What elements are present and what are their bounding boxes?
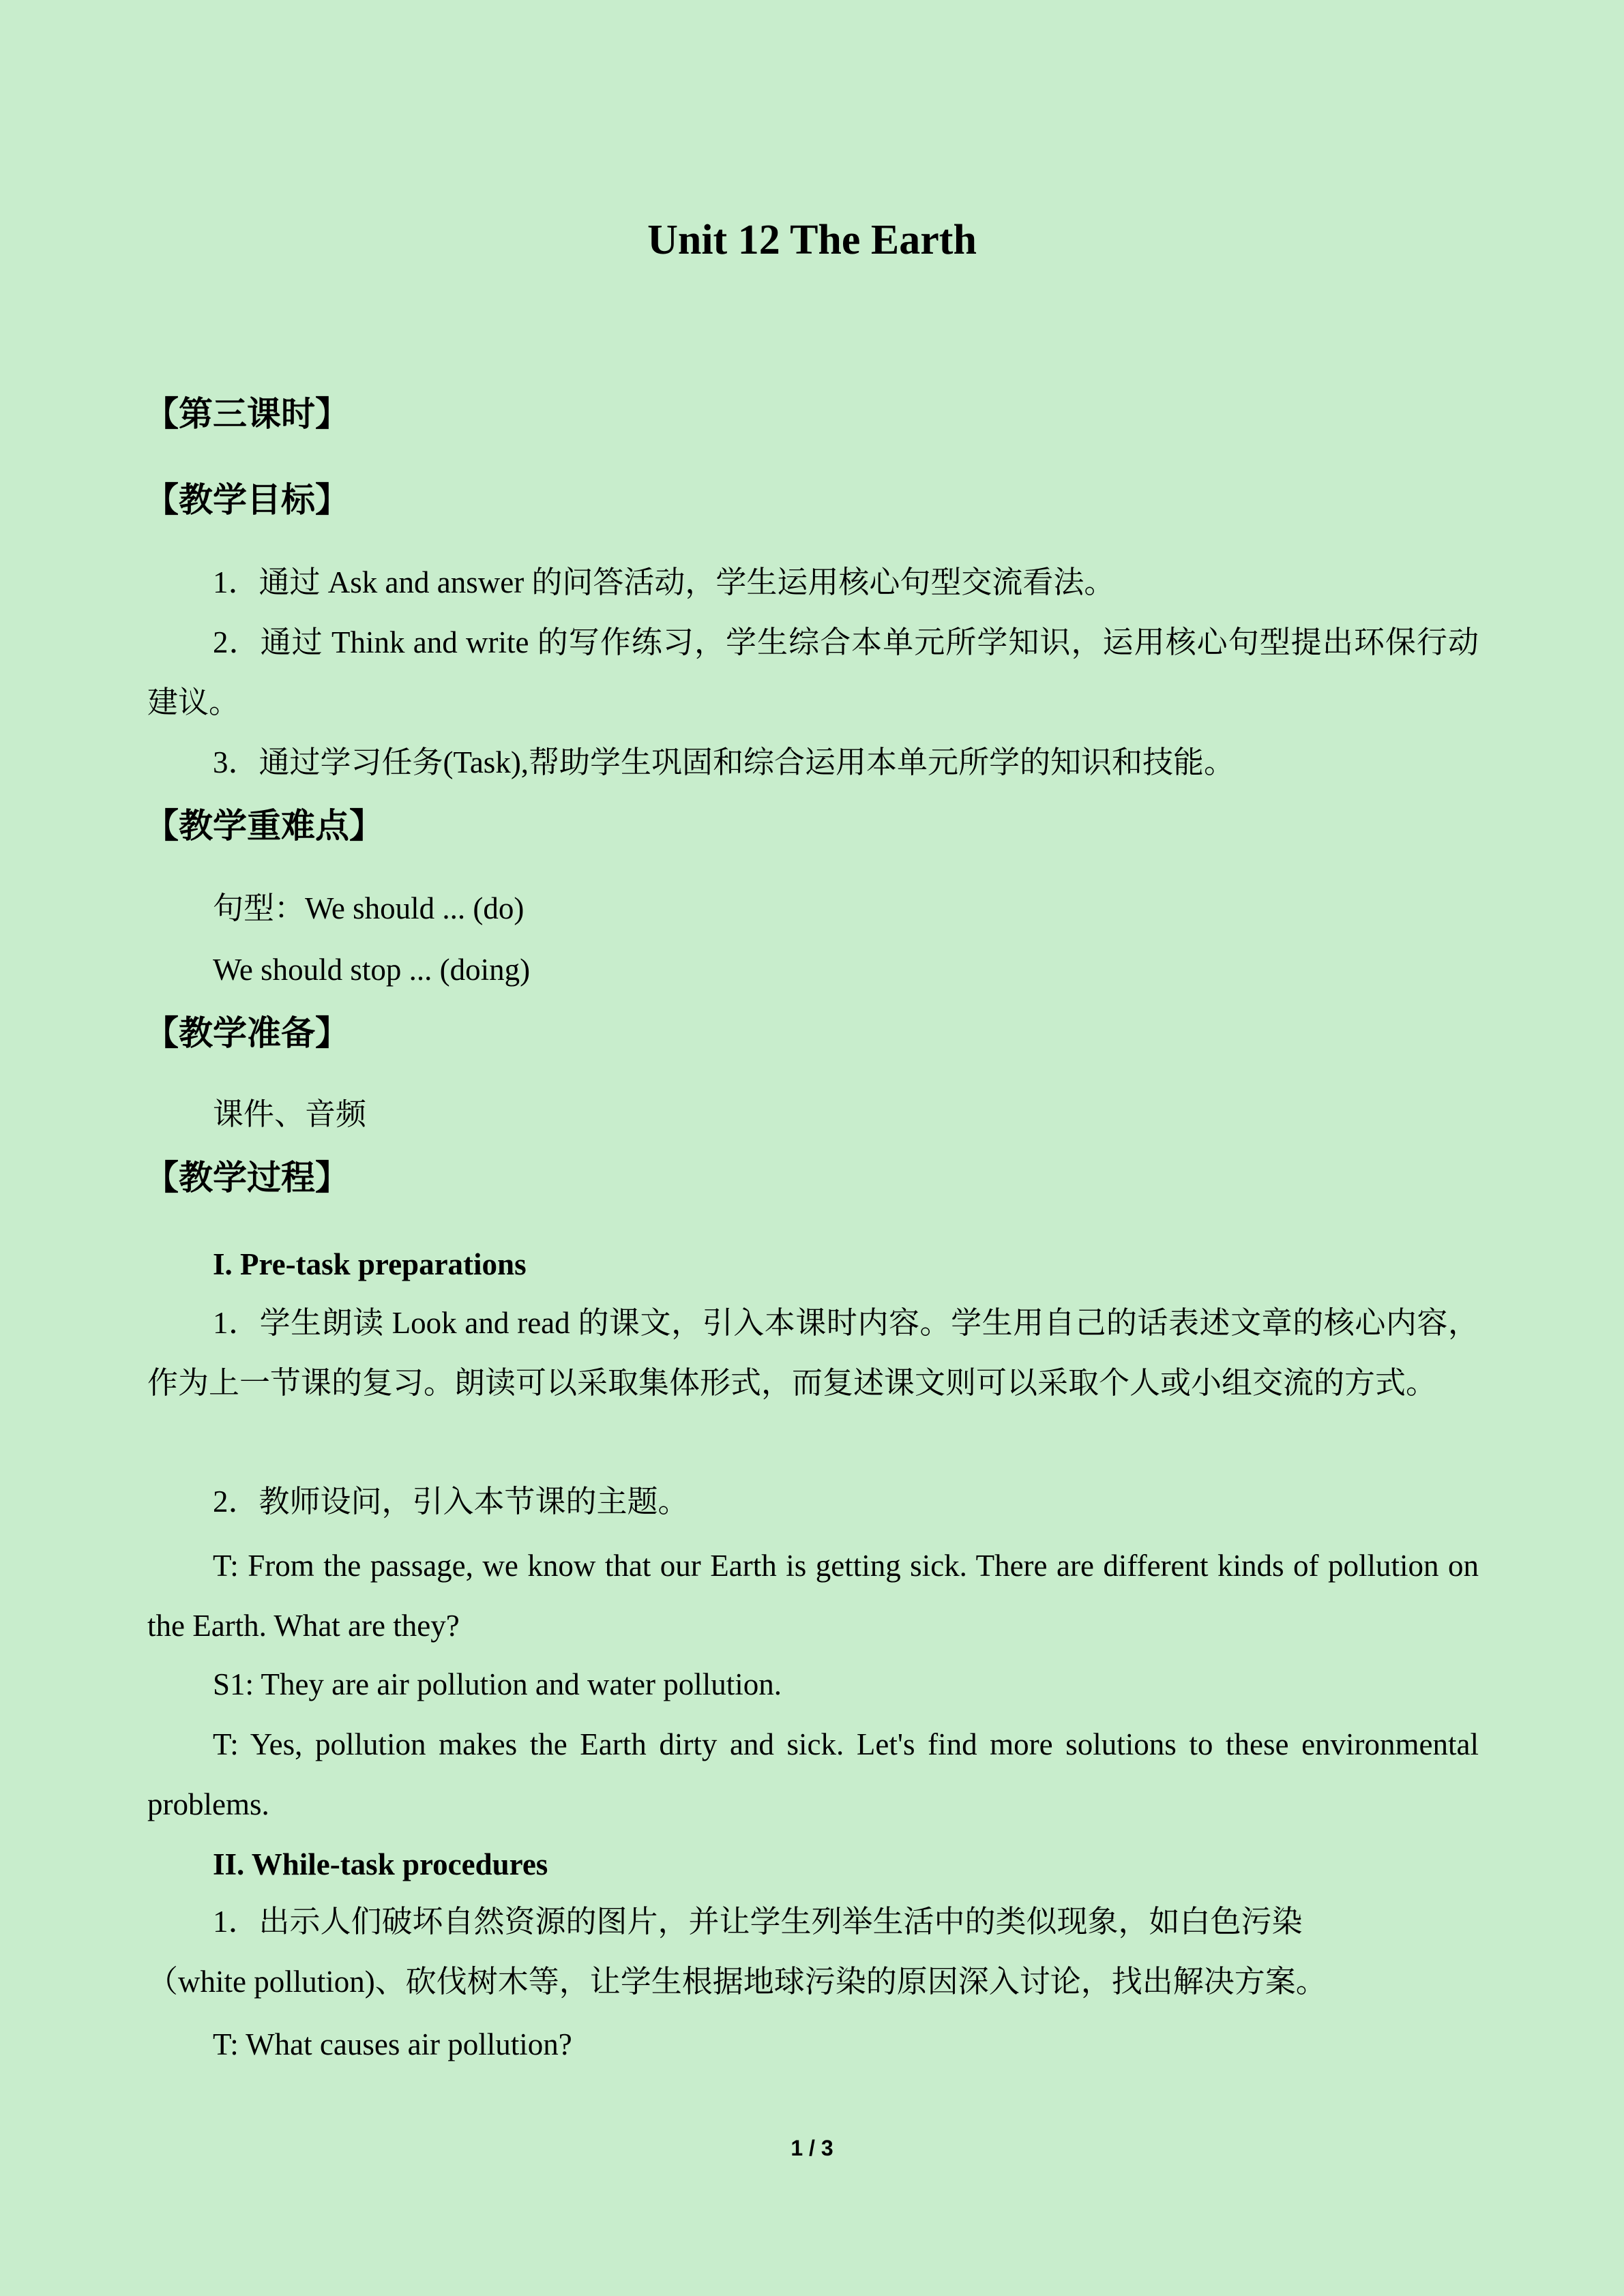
objective-item-1: 1．通过 Ask and answer 的问答活动，学生运用核心句型交流看法。 [213, 565, 1115, 599]
objective-item-3: 3．通过学习任务(Task),帮助学生巩固和综合运用本单元所学的知识和技能。 [213, 745, 1235, 779]
while-task-heading: II. While-task procedures [213, 1847, 548, 1881]
objective-item-2: 2．通过 Think and write 的写作练习，学生综合本单元所学知识，运用核心句型提出环保行动建议。 [147, 625, 1479, 719]
document-title: Unit 12 The Earth [647, 217, 977, 263]
pre-task-step-1: 1．学生朗读 Look and read 的课文，引入本课时内容。学生用自己的话表述文章的核心内容，作为上一节课的复习。朗读可以采取集体形式，而复述课文则可以采取个人或小组交流的方式。 [147, 1306, 1479, 1400]
section-heading-lesson: 【第三课时】 [145, 394, 349, 434]
pre-task-step-2: 2．教师设问，引入本节课的主题。 [213, 1485, 689, 1519]
dialog-student-1: S1: They are air pollution and water pollution. [213, 1667, 782, 1701]
section-heading-process: 【教学过程】 [145, 1158, 349, 1197]
key-point-sentence-2: We should stop ... (doing) [213, 953, 531, 987]
dialog-teacher-2: T: Yes, pollution makes the Earth dirty and sick. Let's find more solutions to these environmental problems. [147, 1727, 1479, 1821]
pre-task-heading: I. Pre-task preparations [213, 1247, 527, 1281]
preparation-text: 课件、音频 [213, 1097, 367, 1131]
while-task-step-1: 1．出示人们破坏自然资源的图片，并让学生列举生活中的类似现象，如白色污染 [213, 1905, 1303, 1939]
while-task-step-1-continued: （white pollution)、砍伐树木等，让学生根据地球污染的原因深入讨论，找出解决方案。 [147, 1965, 1327, 1999]
dialog-teacher-3: T: What causes air pollution? [213, 2027, 572, 2061]
section-heading-preparation: 【教学准备】 [145, 1013, 349, 1053]
page-number: 1 / 3 [791, 2136, 833, 2160]
dialog-teacher-1: T: From the passage, we know that our Earth is getting sick. There are different kinds of pollution on the Earth. What are they? [147, 1549, 1479, 1643]
key-point-sentence-1: 句型：We should ... (do) [213, 891, 525, 925]
section-heading-key-points: 【教学重难点】 [145, 806, 383, 846]
section-heading-objectives: 【教学目标】 [145, 480, 349, 520]
